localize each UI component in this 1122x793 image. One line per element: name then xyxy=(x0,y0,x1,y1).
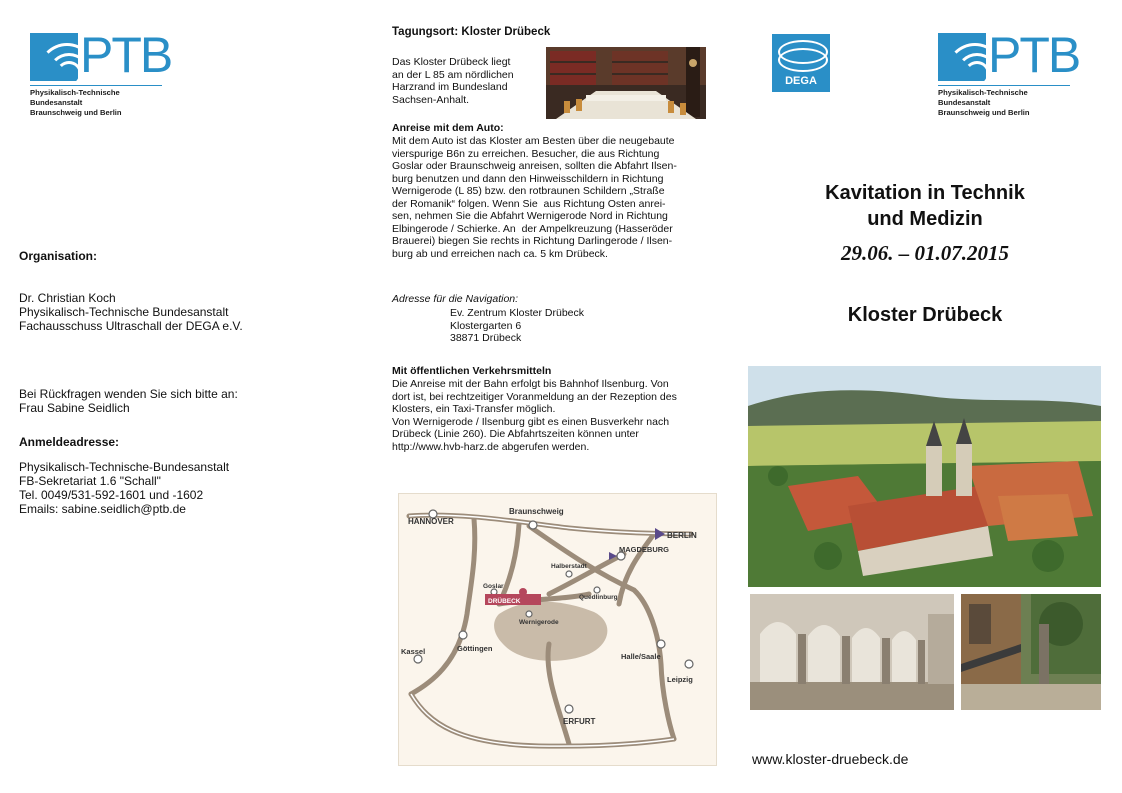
car-heading: Anreise mit dem Auto: xyxy=(392,122,504,134)
map-label-wernigerode: Wernigerode xyxy=(519,619,559,626)
harz-region xyxy=(494,602,607,661)
map-label-berlin: BERLIN xyxy=(667,531,697,540)
ptb-logo-left xyxy=(30,27,172,117)
map-label-goettingen: Göttingen xyxy=(457,644,493,653)
cloister-photo xyxy=(750,594,954,710)
map-label-braunschweig: Braunschweig xyxy=(509,507,564,516)
berlin-arrow-icon xyxy=(655,528,665,540)
organisation-block: Dr. Christian Koch Physikalisch-Technische Bundesanstalt Fachausschuss Ultraschall der DEGA e.V. xyxy=(19,291,243,333)
ptb-logo-right xyxy=(938,27,1080,117)
map-label-erfurt: ERFURT xyxy=(563,717,596,726)
car-text: Mit dem Auto ist das Kloster am Besten über die neugebaute vierspurige B6n zu erreichen. Besucher, die aus Richtung Goslar oder Braunschweig anreisen, sollten die Abfahrt Ilsen- burg benutzen und dann den Hinweisschildern in Richtung Wernigerode (L 85) bzw. den rotbraunen Schildern „Straße der Romanik“ folgen. Wenn Sie aus Richtung Osten anrei- sen, nehmen Sie die Abfahrt Wernigerode Nord in Richtung Elbingerode / Schierke. An der Ampelkreuzung (Hasseröder Brauerei) biegen Sie rechts in Richtung Darlingerode / Ilsen- burg ab und erreichen nach ca. 5 km Drübeck. xyxy=(392,135,677,260)
map-label-goslar: Goslar xyxy=(483,583,504,590)
ptb-subtitle: Physikalisch-Technische Bundesanstalt Braunschweig und Berlin xyxy=(30,85,162,118)
event-date: 29.06. – 01.07.2015 xyxy=(841,241,1009,265)
map-label-leipzig: Leipzig xyxy=(667,675,693,684)
ptb-wordmark: PTB xyxy=(988,27,1080,83)
ptb-emblem-icon xyxy=(30,33,78,81)
map-label-kassel: Kassel xyxy=(401,647,426,656)
address-block: Physikalisch-Technische-Bundesanstalt FB-Sekretariat 1.6 "Schall" Tel. 0049/531-592-1601 und -1602 Emails: sabine.seidlich@ptb.de xyxy=(19,460,230,516)
map-label-druebeck: DRÜBECK xyxy=(488,598,521,605)
venue-heading: Tagungsort: Kloster Drübeck xyxy=(392,26,551,38)
ptb-emblem-icon xyxy=(938,33,986,81)
ptb-wordmark: PTB xyxy=(80,27,172,83)
nav-address: Ev. Zentrum Kloster Drübeck Klostergarten 6 38871 Drübeck xyxy=(450,307,585,344)
organisation-heading: Organisation: xyxy=(19,249,98,263)
address-heading: Anmeldeadresse: xyxy=(19,435,120,449)
map-label-hannover: HANNOVER xyxy=(408,517,454,526)
map-label-quedlinburg: Quedlinburg xyxy=(579,594,618,601)
website-link[interactable]: www.kloster-druebeck.de xyxy=(752,751,909,767)
garden-photo xyxy=(961,594,1101,710)
event-title: Kavitation in Technik und Medizin xyxy=(825,182,1025,230)
route-map xyxy=(398,493,717,766)
questions-block: Bei Rückfragen wenden Sie sich bitte an: Frau Sabine Seidlich xyxy=(19,387,238,415)
dega-logo: DEGA xyxy=(772,34,830,92)
monastery-aerial-photo xyxy=(748,366,1101,587)
map-label-magdeburg: MAGDEBURG xyxy=(619,545,669,554)
map-label-halberstadt: Halberstadt xyxy=(551,563,587,570)
map-label-halle: Halle/Saale xyxy=(621,652,661,661)
event-location: Kloster Drübeck xyxy=(847,304,1003,326)
ptb-subtitle: Physikalisch-Technische Bundesanstalt Braunschweig und Berlin xyxy=(938,85,1070,118)
nav-heading: Adresse für die Navigation: xyxy=(392,293,519,305)
transit-text: Die Anreise mit der Bahn erfolgt bis Bahnhof Ilsenburg. Von dort ist, bei rechtzeitiger Voranmeldung an der Rezeption des Klosters, ein Taxi-Transfer möglich. Von Wernigerode / Ilsenburg gibt es einen Busverkehr nach Drübeck (Linie 260). Die Abfahrtszeiten können unter http://www.hvb-harz.de abgerufen werden. xyxy=(392,378,677,453)
transit-heading: Mit öffentlichen Verkehrsmitteln xyxy=(392,365,552,377)
library-photo xyxy=(546,47,706,119)
venue-text: Das Kloster Drübeck liegt an der L 85 am nördlichen Harzrand im Bundesland Sachsen-Anhalt. xyxy=(392,56,514,106)
